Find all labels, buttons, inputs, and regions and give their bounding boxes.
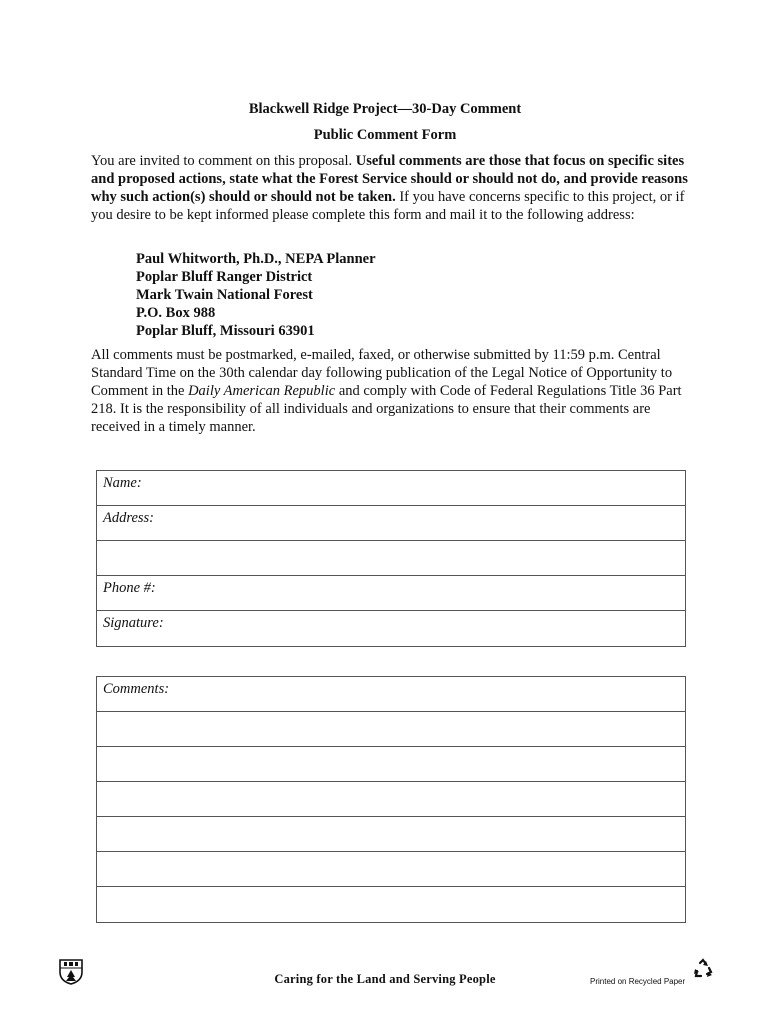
address-line: Poplar Bluff, Missouri 63901: [136, 323, 315, 339]
intro-paragraph: [91, 152, 691, 224]
comments-line[interactable]: [97, 747, 685, 782]
recycle-icon: [692, 958, 714, 980]
mailing-address: [136, 250, 376, 340]
form-subtitle: Public Comment Form: [313, 127, 457, 143]
contact-info-table: [96, 470, 686, 647]
address-field[interactable]: [97, 506, 685, 541]
recycled-paper-note: Printed on Recycled Paper: [590, 977, 686, 986]
comments-line[interactable]: [97, 852, 685, 887]
address-field-line2[interactable]: [97, 541, 685, 576]
comments-line[interactable]: [97, 817, 685, 852]
footer-motto: Caring for the Land and Serving People: [274, 972, 496, 986]
address-line: Paul Whitworth, Ph.D., NEPA Planner: [136, 251, 376, 267]
name-field[interactable]: [97, 471, 685, 506]
comments-field[interactable]: [97, 677, 685, 712]
intro-emphasis: Useful comments are those that focus on specific sites and proposed actions, state what the Forest Service should or should not do, and provide reasons why such action(s) should or should not be taken.: [91, 153, 688, 205]
comments-table: [96, 676, 686, 923]
address-line: P.O. Box 988: [136, 305, 216, 321]
comments-line[interactable]: [97, 782, 685, 817]
address-label: Address:: [103, 510, 155, 526]
address-line: Mark Twain National Forest: [136, 287, 313, 303]
intro-trail: If you have concerns specific to this project, or if you desire to be kept informed please complete this form and mail it to the following address:: [91, 189, 685, 223]
phone-label: Phone #:: [103, 580, 156, 596]
newspaper-name: Daily American Republic: [188, 383, 336, 399]
form-title: Blackwell Ridge Project—30-Day Comment: [248, 101, 522, 117]
address-line: Poplar Bluff Ranger District: [136, 269, 313, 285]
deadline-paragraph: [91, 346, 691, 436]
phone-field[interactable]: [97, 576, 685, 611]
name-label: Name:: [103, 475, 142, 491]
signature-label: Signature:: [103, 615, 164, 631]
comments-label: Comments:: [103, 681, 170, 697]
deadline-part2: and comply with Code of Federal Regulations Title 36 Part 218. It is the responsibility of all individuals and organizations to ensure that their comments are received in a timely manner.: [91, 383, 682, 435]
comments-line[interactable]: [97, 712, 685, 747]
comments-line[interactable]: [97, 887, 685, 922]
intro-lead: You are invited to comment on this proposal.: [91, 153, 356, 169]
deadline-part1: All comments must be postmarked, e-mailed, faxed, or otherwise submitted by 11:59 p.m. Central Standard Time on the 30th calendar day following publication of the Legal Notice of Opportunity to Comment in the: [91, 347, 673, 399]
signature-field[interactable]: [97, 611, 685, 646]
